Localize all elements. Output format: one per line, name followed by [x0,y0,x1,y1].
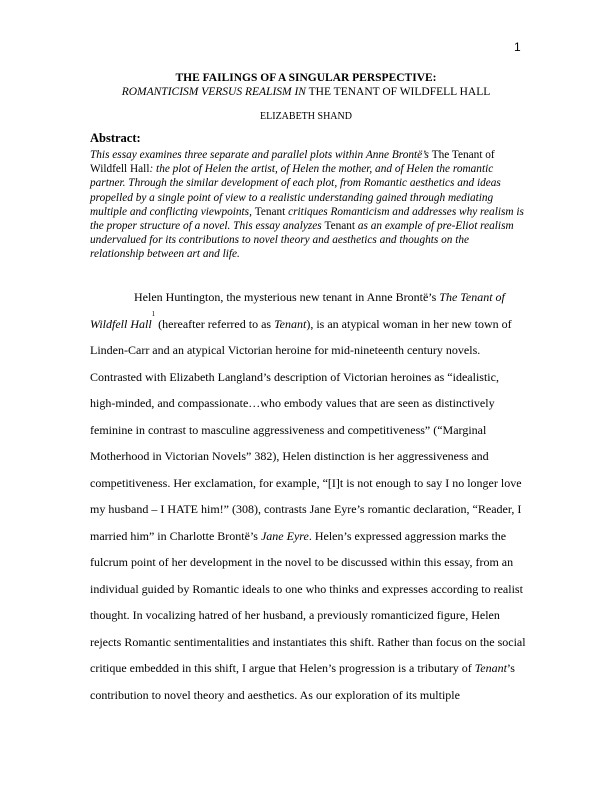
abstract-text [90,148,526,262]
body-segment: Helen Huntington, the mysterious new tenant in Anne Brontë’s [134,290,440,304]
title-line-2 [90,85,522,99]
abstract-heading: Abstract: [90,131,141,145]
body-paragraph [90,284,526,708]
body-segment: . Helen’s expressed aggression marks the fulcrum point of her development in the novel to be discussed within this essay, from an individual guided by Romantic ideals to one who thinks and expresses according to realist thought. In vocalizing hatred of her husband, a previously romanticized figure, Helen rejects Romantic sentimentalities and instantiates this shift. Rather than focus on the social critique embedded in this shift, I argue that Helen’s progression is a tributary of [90,528,526,675]
abstract-book-short-title: Tenant [324,220,356,233]
paper-title [90,71,522,99]
abstract-segment: as an example of pre-Eliot realism undervalued for its contributions to novel theory and aesthetics and thoughts on the relationship between art and life. [90,220,514,261]
title-line-2-upright: THE TENANT OF WILDFELL HALL [305,86,491,98]
footnote-marker[interactable]: 1 [151,309,156,318]
book-short-title: Tenant [274,316,307,331]
body-text [90,284,526,708]
abstract-segment: This essay examines three separate and parallel plots within Anne Brontë’s [90,149,432,161]
page-number: 1 [514,40,521,54]
abstract-segment: : the plot of Helen the artist, of Helen the mother, and of Helen the romantic partner. Through the similar development of each plot, from Romantic aesthetics and ideas propelled by a single point of view to a realistic understanding gained through mediating multiple and conflicting viewpoints, [90,163,501,218]
author-name: ELIZABETH SHAND [260,111,352,122]
abstract-segment: critiques Romanticism and addresses why realism is the proper structure of a novel. This essay analyzes [90,205,524,233]
book-short-title: Tenant [474,661,507,675]
abstract-book-short-title: Tenant [254,205,286,218]
body-segment: (hereafter referred to as [155,316,275,331]
title-line-2-italic: ROMANTICISM VERSUS REALISM IN [121,86,306,98]
book-title: The Tenant of Wildfell Hall [90,290,505,331]
abstract-book-title: The Tenant of Wildfell Hall [90,149,495,176]
body-segment: ), is an atypical woman in her new town of Linden-Carr and an atypical Victorian heroine for mid-nineteenth century novels. Contrasted with Elizabeth Langland’s description of Victorian heroines as “idealistic, high-minded, and compassionate…who embody values that are seen as distinctively feminine in contrast to masculine aggressiveness and competitiveness” (“Marginal Motherhood in Victorian Novels” 382), Helen distinction is her aggressiveness and competitiveness. Her exclamation, for example, “[I]t is not enough to say I no longer love my husband – I HATE him!” (308), contrasts Jane Eyre’s romantic declaration, “Reader, I married him” in Charlotte Brontë’s [90,316,522,543]
book-title: Jane Eyre [260,528,309,543]
body-segment: ’s contribution to novel theory and aesthetics. As our exploration of its multiple [90,661,515,702]
title-line-1: THE FAILINGS OF A SINGULAR PERSPECTIVE: [175,72,437,84]
